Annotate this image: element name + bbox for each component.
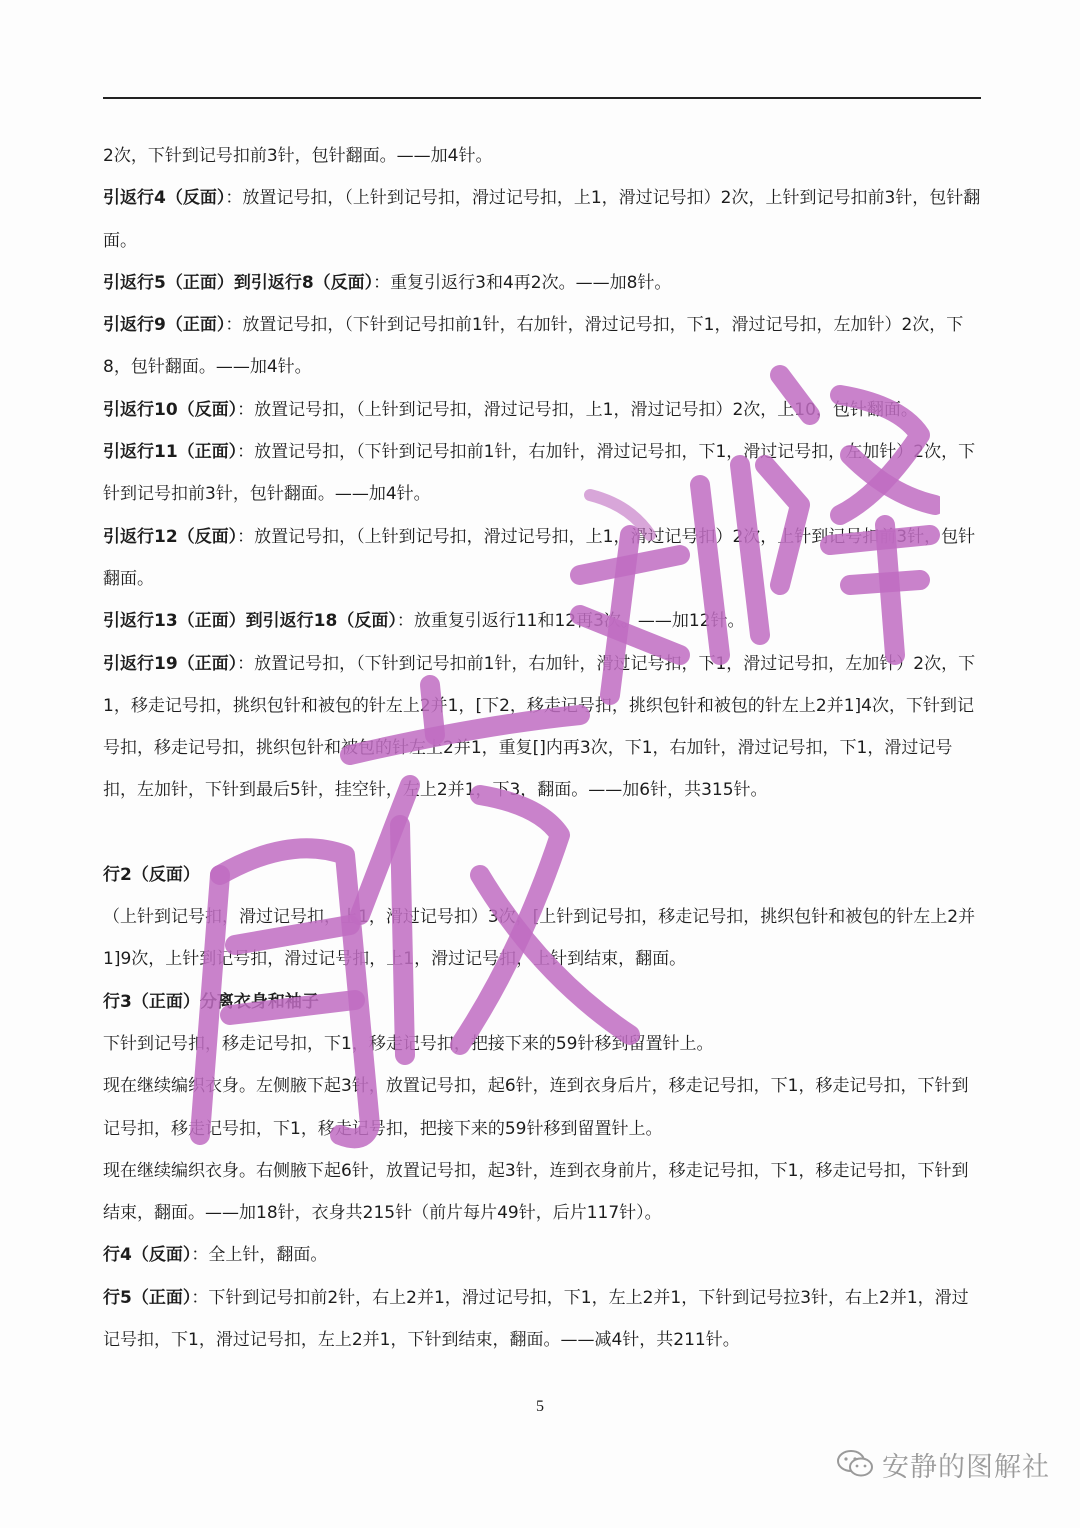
paragraph-text: 2次，下针到记号扣前3针，包针翻面。——加4针。 bbox=[103, 146, 493, 166]
paragraph-gap bbox=[103, 812, 983, 854]
paragraph-text: ：重复引返行3和4再2次。——加8针。 bbox=[373, 272, 672, 293]
paragraph-text: （上针到记号扣，滑过记号扣，上1，滑过记号扣）3次，[上针到记号扣，移走记号扣，挑织包针和被包的针左上2并1]9次，上针到记号扣，滑过记号扣，上1，滑过记号扣，上针到结束，翻面。 bbox=[103, 907, 976, 970]
paragraph bbox=[103, 1023, 983, 1065]
paragraph-label: 行4（反面） bbox=[103, 1245, 192, 1266]
section-heading bbox=[103, 981, 983, 1023]
wechat-account-watermark bbox=[836, 1444, 1050, 1484]
paragraph bbox=[103, 389, 983, 431]
wechat-account-name: 安静的图解社 bbox=[882, 1451, 1050, 1483]
paragraph-text: ：全上针，翻面。 bbox=[191, 1245, 328, 1266]
paragraph-text: ：放置记号扣，（上针到记号扣，滑过记号扣，上1，滑过记号扣）2次，上针到记号扣前3针，包针翻面。 bbox=[103, 188, 981, 251]
paragraph bbox=[103, 1065, 983, 1150]
paragraph-label: 引返行11（正面） bbox=[103, 442, 238, 463]
paragraph-label: 引返行13（正面）到引返行18（反面） bbox=[103, 611, 397, 632]
paragraph bbox=[103, 1277, 983, 1362]
paragraph-label: 引返行9（正面） bbox=[103, 315, 226, 336]
paragraph bbox=[103, 431, 983, 516]
paragraph-text: ：放置记号扣，（上针到记号扣，滑过记号扣，上1，滑过记号扣）2次，上10，包针翻面。 bbox=[237, 399, 918, 420]
page-number: 5 bbox=[536, 1398, 544, 1415]
section-heading-label: 行3（正面）分离衣身和袖子 bbox=[103, 991, 319, 1012]
paragraph bbox=[103, 516, 983, 601]
paragraph-text: ：下针到记号扣前2针，右上2并1，滑过记号扣，下1，左上2并1，下针到记号拉3针，右上2并1，滑过记号扣，下1，滑过记号扣，左上2并1，下针到结束，翻面。——减4针，共211针。 bbox=[103, 1287, 969, 1351]
paragraph bbox=[103, 1234, 983, 1276]
paragraph-text: ：放置记号扣，（上针到记号扣，滑过记号扣，上1，滑过记号扣）2次，上针到记号扣前3针，包针翻面。 bbox=[103, 526, 976, 589]
paragraph bbox=[103, 135, 983, 177]
paragraph bbox=[103, 262, 983, 304]
paragraph-label: 引返行4（反面） bbox=[103, 188, 226, 209]
paragraph bbox=[103, 1150, 983, 1235]
paragraph-text: ：放置记号扣，（下针到记号扣前1针，右加针，滑过记号扣，下1，滑过记号扣，左加针）2次，下针到记号扣前3针，包针翻面。——加4针。 bbox=[103, 442, 976, 505]
paragraph-label: 引返行10（反面） bbox=[103, 399, 238, 420]
paragraph-text: 现在继续编织衣身。右侧腋下起6针，放置记号扣，起3针，连到衣身前片，移走记号扣，下1，移走记号扣，下针到结束，翻面。——加18针，衣身共215针（前片每片49针，后片117针）。 bbox=[103, 1160, 969, 1224]
paragraph-label: 行5（正面） bbox=[103, 1287, 192, 1308]
paragraph bbox=[103, 600, 983, 642]
paragraph-text: ：放置记号扣，（下针到记号扣前1针，右加针，滑过记号扣，下1，滑过记号扣，左加针）2次，下8，包针翻面。——加4针。 bbox=[103, 315, 964, 378]
section-heading-label: 行2（反面） bbox=[103, 864, 200, 885]
paragraph bbox=[103, 643, 983, 812]
body-text bbox=[103, 135, 983, 1361]
paragraph-text: ：放置记号扣，（下针到记号扣前1针，右加针，滑过记号扣，下1，滑过记号扣，左加针）2次，下1，移走记号扣，挑织包针和被包的针左上2并1，[下2，移走记号扣，挑织包针和被包的针左上2并1]4次，下针到记号扣，移走记号扣，挑织包针和被包的针左上2并1，重复[]内再3次，下1，右加针，滑过记号扣，下1，滑过记号扣，左加针，下针到最后5针，挂空针，左上2并1，下3，翻面。——加6针，共315针。 bbox=[103, 653, 976, 801]
paragraph-text: 下针到记号扣，移走记号扣，下1，移走记号扣，把接下来的59针移到留置针上。 bbox=[103, 1033, 714, 1054]
paragraph-label: 引返行5（正面）到引返行8（反面） bbox=[103, 272, 374, 293]
paragraph-label: 引返行19（正面） bbox=[103, 653, 238, 674]
paragraph bbox=[103, 896, 983, 981]
paragraph-text: ：放重复引返行11和12再3次。——加12针。 bbox=[396, 611, 745, 632]
paragraph bbox=[103, 177, 983, 262]
paragraph-label: 引返行12（反面） bbox=[103, 526, 238, 547]
paragraph bbox=[103, 304, 983, 389]
section-heading bbox=[103, 854, 983, 896]
wechat-icon bbox=[836, 1449, 874, 1479]
paragraph-text: 现在继续编织衣身。左侧腋下起3针，放置记号扣，起6针，连到衣身后片，移走记号扣，下1，移走记号扣，下针到记号扣，移走记号扣，下1，移走记号扣，把接下来的59针移到留置针上。 bbox=[103, 1076, 969, 1139]
header-rule bbox=[103, 97, 981, 99]
